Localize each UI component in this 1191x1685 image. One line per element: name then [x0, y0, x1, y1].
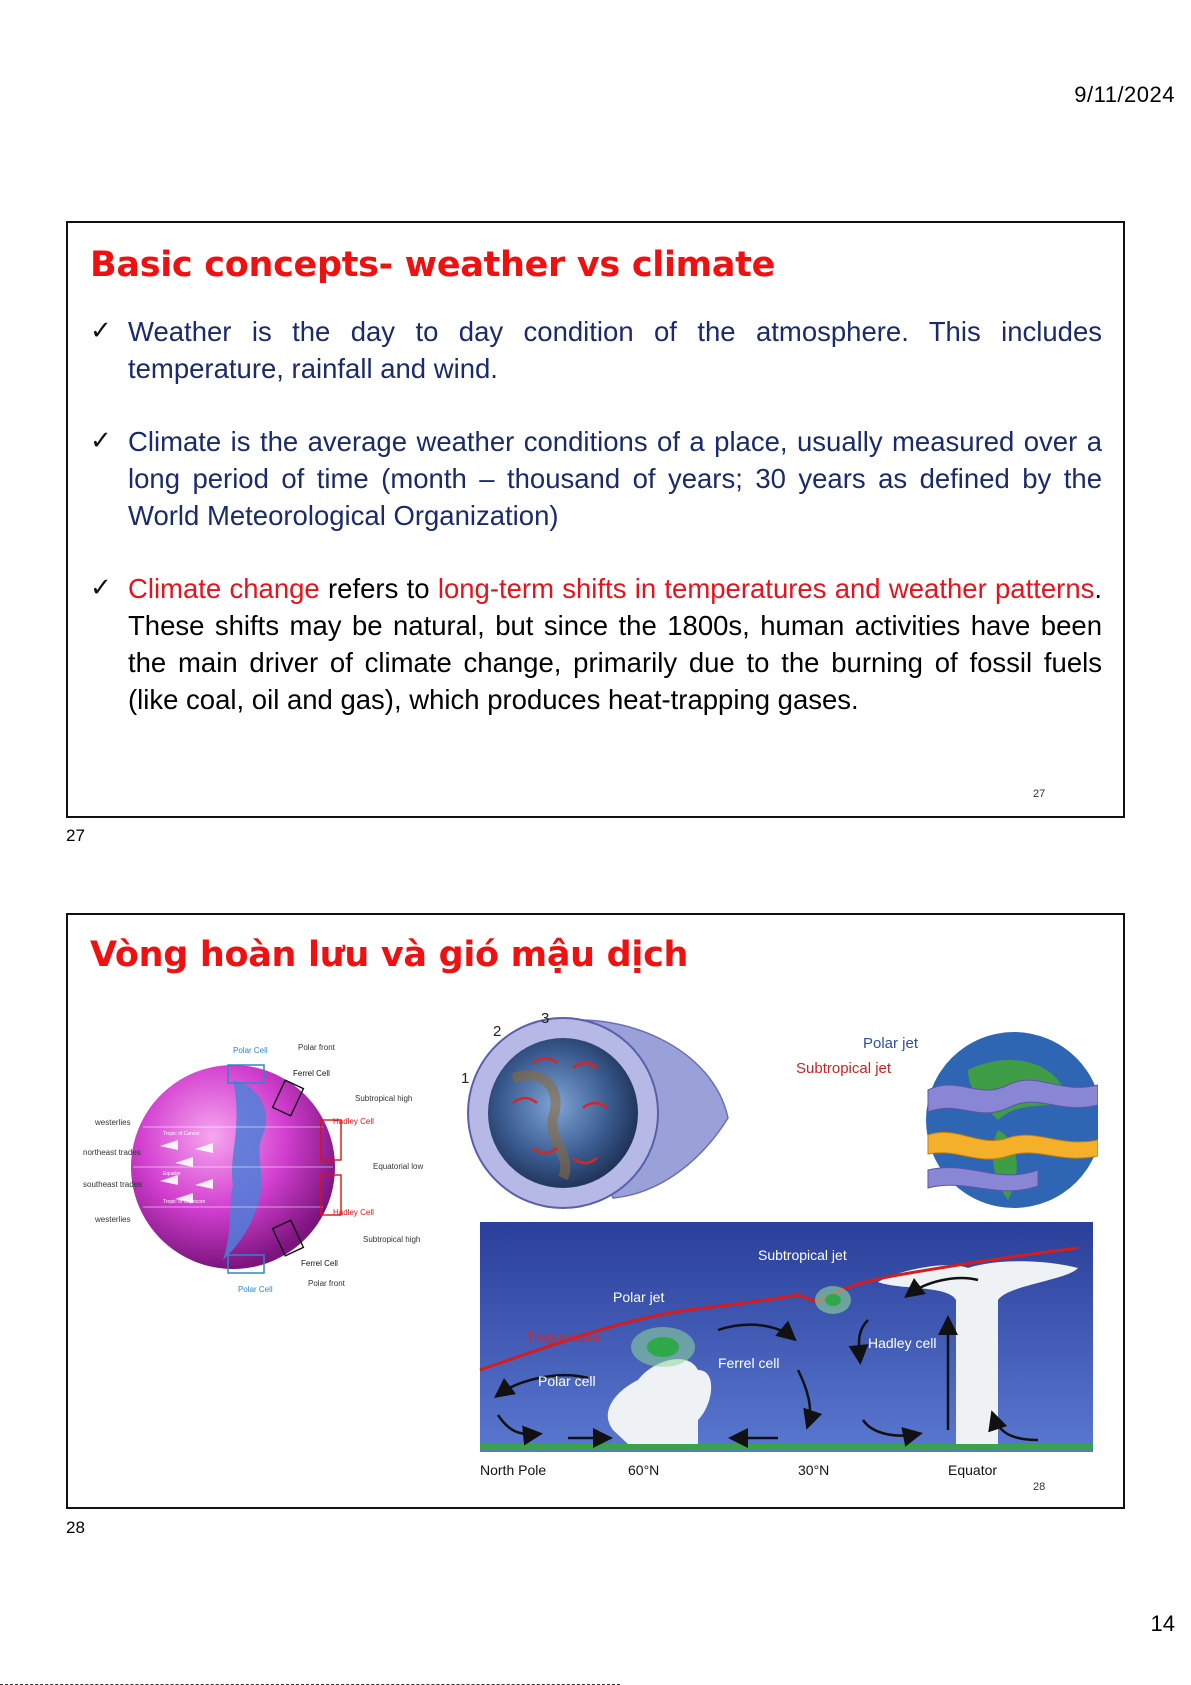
bullet-climate-change	[90, 570, 1102, 718]
slide-circulation	[66, 913, 1125, 1509]
label-tropopause: Tropopause	[526, 1329, 601, 1345]
document-date: 9/11/2024	[1074, 82, 1175, 107]
label-tropic-cancer: Tropic of Cancer	[163, 1131, 200, 1137]
label-cross-subtropical-jet: Subtropical jet	[758, 1247, 847, 1263]
ground-strip	[480, 1444, 1093, 1450]
axis-equator: Equator	[948, 1462, 998, 1478]
subtropical-jet-core	[825, 1294, 841, 1306]
label-cross-polar-jet: Polar jet	[613, 1289, 665, 1305]
global-circulation-globe-figure	[83, 1035, 438, 1305]
checkmark-icon: ✓	[90, 426, 112, 456]
cell-number-2: 2	[493, 1023, 502, 1040]
label-hadley-cell-top: Hadley Cell	[333, 1117, 374, 1126]
label-polar-cell: Polar cell	[538, 1373, 596, 1389]
label-tropic-capricorn: Tropic of Capricorn	[163, 1199, 206, 1205]
label-subtropical-high-bottom: Subtropical high	[363, 1235, 421, 1244]
bullet-segment: Climate is the average weather conditions of a place, usually measured over a long period of time (month – thousand of years; 30 years as defined by the World Meteorological Organization)	[128, 426, 1102, 531]
slide-caption: 28	[66, 1518, 85, 1537]
slide-title: Basic concepts- weather vs climate	[90, 245, 776, 285]
bullet-text	[128, 573, 1102, 715]
label-subtropical-high-top: Subtropical high	[355, 1094, 413, 1103]
circulation-cross-section-figure	[478, 1220, 1093, 1485]
label-polar-front-top: Polar front	[298, 1043, 335, 1052]
cell-number-1: 1	[461, 1070, 470, 1087]
slide-number: 28	[1033, 1481, 1046, 1493]
jet-streams-globe-figure	[768, 1030, 1098, 1210]
slide-number: 27	[1033, 788, 1046, 800]
label-polar-jet: Polar jet	[863, 1035, 919, 1052]
label-westerlies-bottom: westerlies	[95, 1215, 131, 1224]
label-polar-front-bottom: Polar front	[308, 1279, 345, 1288]
slide-caption: 27	[66, 826, 85, 845]
cell-number-3: 3	[541, 1010, 550, 1027]
three-cell-earth-figure	[453, 1008, 743, 1213]
bullet-weather	[90, 313, 1102, 387]
label-westerlies-top: westerlies	[95, 1118, 131, 1127]
checkmark-icon: ✓	[90, 573, 112, 603]
bullet-segment: refers to	[319, 573, 438, 604]
bullet-text	[128, 426, 1102, 531]
bullet-segment: . These shifts may be natural, but since the 1800s, human activities have been the main driver of climate change, primarily due to the burning of fossil fuels (like coal, oil and gas), which produces heat-trapping gases.	[128, 573, 1103, 715]
bullet-climate	[90, 423, 1102, 534]
slide-title: Vòng hoàn lưu và gió mậu dịch	[90, 935, 689, 975]
axis-north-pole: North Pole	[480, 1462, 547, 1478]
checkmark-icon: ✓	[90, 316, 112, 346]
label-ferrel-cell-top: Ferrel Cell	[293, 1069, 330, 1078]
bullet-segment: Climate change	[128, 573, 320, 604]
label-subtropical-jet: Subtropical jet	[796, 1060, 892, 1077]
bullet-text	[128, 316, 1102, 384]
label-equator: Equator	[163, 1171, 181, 1177]
bullet-segment: Weather is the day to day condition of the atmosphere. This includes temperature, rainfall and wind.	[128, 316, 1102, 384]
label-equatorial-low: Equatorial low	[373, 1162, 424, 1171]
axis-30n: 30°N	[798, 1462, 830, 1478]
latitude-axis	[480, 1462, 997, 1478]
label-polar-cell-top: Polar Cell	[233, 1046, 268, 1055]
bullet-list	[90, 313, 1102, 718]
polar-jet-core	[647, 1337, 679, 1357]
label-hadley-cell-bottom: Hadley Cell	[333, 1208, 374, 1217]
page-number: 14	[1150, 1611, 1175, 1636]
label-polar-cell-bottom: Polar Cell	[238, 1285, 273, 1294]
label-ferrel-cell-bottom: Ferrel Cell	[301, 1259, 338, 1268]
label-hadley-cell: Hadley cell	[868, 1335, 937, 1351]
label-ferrel-cell: Ferrel cell	[718, 1355, 780, 1371]
axis-60n: 60°N	[628, 1462, 660, 1478]
slide-weather-vs-climate	[66, 221, 1125, 818]
label-northeast-trades: northeast trades	[83, 1148, 141, 1157]
bullet-segment: long-term shifts in temperatures and weather patterns	[437, 573, 1095, 604]
label-southeast-trades: southeast trades	[83, 1180, 143, 1189]
